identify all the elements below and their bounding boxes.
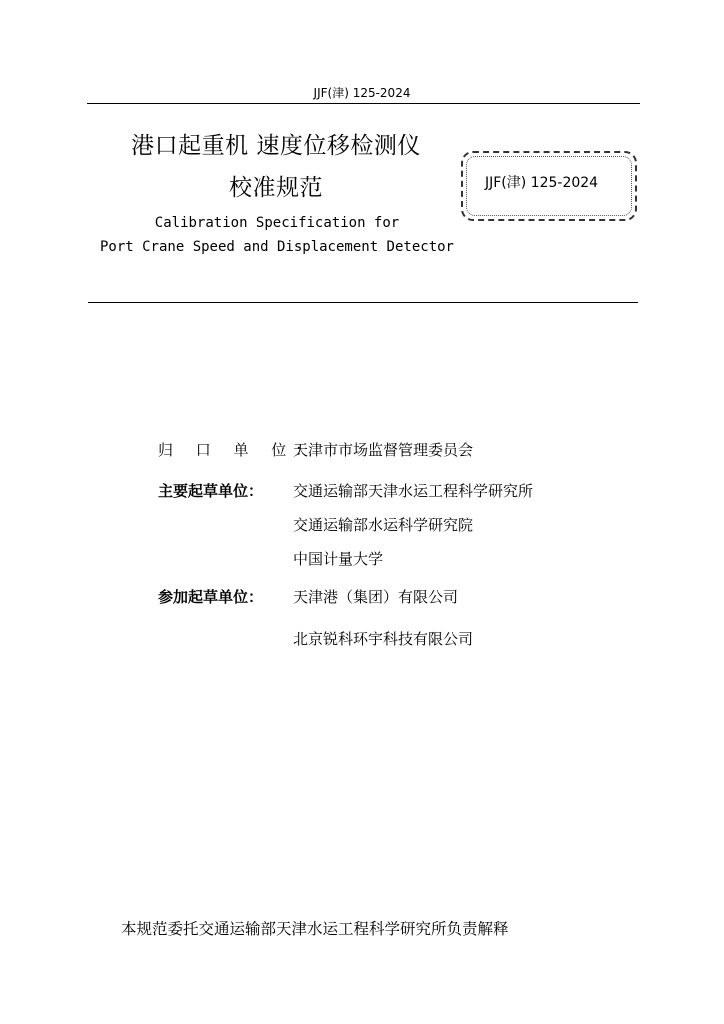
standard-code: JJF(津) 125-2024 (485, 175, 599, 191)
participating-drafter-label: 参加起草单位： (158, 588, 264, 606)
main-drafter-row (158, 481, 638, 505)
centralized-unit-row (158, 440, 638, 464)
participating-drafter-row (158, 629, 638, 653)
title-chinese-line1: 港口起重机 速度位移检测仪 (131, 133, 421, 159)
participating-drafter-value: 北京锐科环宇科技有限公司 (293, 630, 474, 648)
main-drafter-row (158, 549, 638, 573)
standard-code-box (461, 151, 637, 221)
main-drafter-label: 主要起草单位： (158, 482, 264, 500)
interpretation-note: 本规范委托交通运输部天津水运工程科学研究所负责解释 (121, 920, 509, 938)
participating-drafter-row (158, 587, 638, 611)
title-english-line2: Port Crane Speed and Displacement Detector (99, 239, 454, 255)
title-english (88, 211, 466, 259)
header-standard-code: JJF(津) 125-2024 (313, 86, 411, 100)
main-drafter-value: 交通运输部天津水运工程科学研究所 (293, 482, 534, 500)
centralized-unit-value: 天津市市场监督管理委员会 (293, 441, 474, 459)
main-drafter-row (158, 515, 638, 539)
header-rule (87, 103, 640, 104)
centralized-unit-label: 归 口 单 位： (158, 441, 320, 459)
title-chinese-line2: 校准规范 (229, 175, 323, 201)
main-drafter-value: 交通运输部水运科学研究院 (293, 516, 474, 534)
title-chinese (88, 129, 464, 205)
title-english-line1: Calibration Specification for (154, 215, 400, 231)
title-rule (88, 302, 638, 303)
participating-drafter-value: 天津港（集团）有限公司 (293, 588, 459, 606)
main-drafter-value: 中国计量大学 (293, 550, 384, 568)
